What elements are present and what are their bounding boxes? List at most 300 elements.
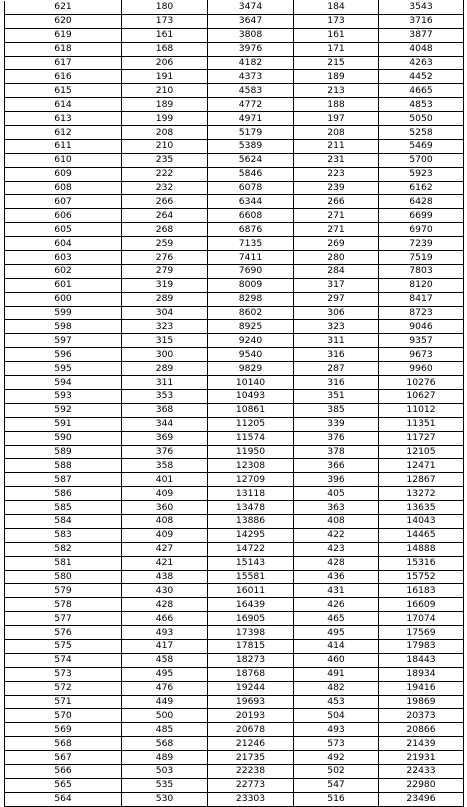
table-row [5,42,464,56]
table-cell: 319 [122,278,208,292]
table-cell: 9673 [379,348,464,362]
table-row [5,542,464,556]
table-cell: 600 [5,292,122,306]
table-cell: 409 [122,487,208,501]
table-cell: 376 [294,431,379,445]
table-cell: 485 [122,723,208,737]
table-row [5,278,464,292]
table-cell: 495 [294,626,379,640]
table-cell: 568 [122,737,208,751]
table-cell: 599 [5,306,122,320]
table-cell: 574 [5,653,122,667]
table-cell: 585 [5,501,122,515]
table-cell: 323 [294,320,379,334]
table-cell: 9240 [208,334,294,348]
table-cell: 16609 [379,598,464,612]
table-cell: 173 [294,14,379,28]
table-row [5,639,464,653]
table-row [5,153,464,167]
table-cell: 571 [5,695,122,709]
table-cell: 168 [122,42,208,56]
table-cell: 579 [5,584,122,598]
table-row [5,487,464,501]
table-cell: 547 [294,778,379,792]
table-cell: 376 [122,445,208,459]
table-cell: 22773 [208,778,294,792]
table-cell: 6970 [379,223,464,237]
table-cell: 438 [122,570,208,584]
table-cell: 9357 [379,334,464,348]
table-cell: 378 [294,445,379,459]
table-cell: 423 [294,542,379,556]
table-cell: 408 [122,514,208,528]
table-cell: 431 [294,584,379,598]
table-cell: 8723 [379,306,464,320]
table-cell: 3543 [379,1,464,15]
table-cell: 7411 [208,251,294,265]
table-row [5,181,464,195]
table-cell: 10493 [208,389,294,403]
table-cell: 583 [5,528,122,542]
table-cell: 566 [5,764,122,778]
table-cell: 297 [294,292,379,306]
table-row [5,1,464,15]
table-cell: 5389 [208,139,294,153]
table-row [5,112,464,126]
table-cell: 12105 [379,445,464,459]
table-row [5,667,464,681]
table-cell: 369 [122,431,208,445]
table-cell: 586 [5,487,122,501]
table-cell: 516 [294,792,379,806]
table-cell: 4182 [208,56,294,70]
table-cell: 4853 [379,98,464,112]
table-cell: 23303 [208,792,294,806]
table-cell: 3877 [379,28,464,42]
table-cell: 232 [122,181,208,195]
table-cell: 4665 [379,84,464,98]
table-cell: 604 [5,237,122,251]
table-cell: 421 [122,556,208,570]
table-cell: 23496 [379,792,464,806]
table-cell: 180 [122,1,208,15]
table-cell: 5624 [208,153,294,167]
table-cell: 14888 [379,542,464,556]
table-cell: 360 [122,501,208,515]
table-row [5,56,464,70]
table-cell: 6876 [208,223,294,237]
table-cell: 266 [294,195,379,209]
table-cell: 9829 [208,362,294,376]
table-cell: 449 [122,695,208,709]
table-cell: 6428 [379,195,464,209]
table-row [5,528,464,542]
table-cell: 584 [5,514,122,528]
table-cell: 171 [294,42,379,56]
table-cell: 596 [5,348,122,362]
table-cell: 573 [5,667,122,681]
table-row [5,98,464,112]
table-cell: 206 [122,56,208,70]
table-row [5,403,464,417]
table-cell: 476 [122,681,208,695]
table-cell: 161 [294,28,379,42]
table-cell: 210 [122,84,208,98]
table-cell: 19869 [379,695,464,709]
table-cell: 368 [122,403,208,417]
table-cell: 351 [294,389,379,403]
table-row [5,556,464,570]
table-cell: 465 [294,612,379,626]
table-row [5,778,464,792]
table-cell: 607 [5,195,122,209]
table-cell: 436 [294,570,379,584]
table-cell: 20866 [379,723,464,737]
table-cell: 405 [294,487,379,501]
table-row [5,84,464,98]
table-cell: 568 [5,737,122,751]
table-cell: 11727 [379,431,464,445]
table-cell: 14043 [379,514,464,528]
table-cell: 4772 [208,98,294,112]
table-cell: 582 [5,542,122,556]
table-cell: 577 [5,612,122,626]
table-cell: 597 [5,334,122,348]
table-cell: 565 [5,778,122,792]
table-cell: 422 [294,528,379,542]
table-cell: 315 [122,334,208,348]
table-cell: 396 [294,473,379,487]
table-cell: 466 [122,612,208,626]
table-cell: 8120 [379,278,464,292]
table-row [5,501,464,515]
table-row [5,376,464,390]
table-cell: 363 [294,501,379,515]
table-cell: 13886 [208,514,294,528]
table-cell: 21439 [379,737,464,751]
table-cell: 482 [294,681,379,695]
table-cell: 21931 [379,751,464,765]
table-cell: 6608 [208,209,294,223]
table-row [5,320,464,334]
table-row [5,514,464,528]
score-table-sheet [4,0,463,807]
table-cell: 16011 [208,584,294,598]
table-cell: 239 [294,181,379,195]
table-cell: 609 [5,167,122,181]
table-cell: 199 [122,112,208,126]
table-cell: 573 [294,737,379,751]
table-cell: 4452 [379,70,464,84]
table-cell: 4971 [208,112,294,126]
table-row [5,584,464,598]
table-cell: 9540 [208,348,294,362]
table-cell: 614 [5,98,122,112]
table-cell: 22980 [379,778,464,792]
table-cell: 14465 [379,528,464,542]
table-cell: 210 [122,139,208,153]
table-cell: 16183 [379,584,464,598]
table-cell: 22433 [379,764,464,778]
table-cell: 16905 [208,612,294,626]
table-row [5,348,464,362]
table-row [5,237,464,251]
table-cell: 12867 [379,473,464,487]
table-cell: 8602 [208,306,294,320]
table-row [5,681,464,695]
table-row [5,14,464,28]
table-cell: 311 [122,376,208,390]
table-cell: 4583 [208,84,294,98]
table-cell: 344 [122,417,208,431]
table-cell: 311 [294,334,379,348]
table-cell: 10276 [379,376,464,390]
table-cell: 14722 [208,542,294,556]
table-row [5,473,464,487]
table-cell: 5923 [379,167,464,181]
table-cell: 8417 [379,292,464,306]
table-cell: 20678 [208,723,294,737]
table-cell: 18443 [379,653,464,667]
table-cell: 618 [5,42,122,56]
table-cell: 19244 [208,681,294,695]
table-cell: 6344 [208,195,294,209]
table-cell: 581 [5,556,122,570]
table-cell: 588 [5,459,122,473]
table-row [5,626,464,640]
table-cell: 3647 [208,14,294,28]
table-cell: 606 [5,209,122,223]
table-row [5,223,464,237]
table-cell: 191 [122,70,208,84]
table-row [5,362,464,376]
table-row [5,167,464,181]
table-cell: 10861 [208,403,294,417]
table-cell: 213 [294,84,379,98]
table-cell: 6078 [208,181,294,195]
table-cell: 460 [294,653,379,667]
table-cell: 15752 [379,570,464,584]
table-cell: 5050 [379,112,464,126]
table-cell: 427 [122,542,208,556]
table-cell: 428 [294,556,379,570]
table-cell: 417 [122,639,208,653]
table-cell: 4048 [379,42,464,56]
table-row [5,737,464,751]
table-cell: 266 [122,195,208,209]
table-cell: 12308 [208,459,294,473]
table-cell: 567 [5,751,122,765]
table-cell: 4263 [379,56,464,70]
table-row [5,598,464,612]
table-cell: 619 [5,28,122,42]
table-row [5,417,464,431]
table-cell: 430 [122,584,208,598]
table-row [5,292,464,306]
table-cell: 7519 [379,251,464,265]
table-row [5,431,464,445]
table-cell: 12471 [379,459,464,473]
table-cell: 617 [5,56,122,70]
table-row [5,334,464,348]
table-cell: 211 [294,139,379,153]
table-row [5,389,464,403]
table-cell: 208 [294,126,379,140]
table-row [5,445,464,459]
table-cell: 500 [122,709,208,723]
table-cell: 20193 [208,709,294,723]
table-cell: 11012 [379,403,464,417]
table-row [5,709,464,723]
table-cell: 15316 [379,556,464,570]
table-cell: 18934 [379,667,464,681]
table-cell: 590 [5,431,122,445]
table-row [5,653,464,667]
table-cell: 189 [122,98,208,112]
table-cell: 612 [5,126,122,140]
table-cell: 316 [294,348,379,362]
table-cell: 304 [122,306,208,320]
table-cell: 5846 [208,167,294,181]
table-cell: 12709 [208,473,294,487]
table-cell: 9046 [379,320,464,334]
table-cell: 594 [5,376,122,390]
table-cell: 14295 [208,528,294,542]
table-cell: 620 [5,14,122,28]
table-cell: 15143 [208,556,294,570]
table-cell: 11574 [208,431,294,445]
table-row [5,723,464,737]
table-cell: 11205 [208,417,294,431]
table-cell: 15581 [208,570,294,584]
table-cell: 426 [294,598,379,612]
table-cell: 401 [122,473,208,487]
table-cell: 7690 [208,264,294,278]
table-cell: 495 [122,667,208,681]
table-cell: 271 [294,223,379,237]
table-cell: 264 [122,209,208,223]
table-cell: 19416 [379,681,464,695]
table-cell: 268 [122,223,208,237]
table-cell: 572 [5,681,122,695]
table-cell: 189 [294,70,379,84]
table-cell: 535 [122,778,208,792]
table-row [5,751,464,765]
table-cell: 385 [294,403,379,417]
table-cell: 17074 [379,612,464,626]
table-cell: 284 [294,264,379,278]
table-cell: 5469 [379,139,464,153]
table-cell: 489 [122,751,208,765]
table-cell: 259 [122,237,208,251]
table-cell: 5179 [208,126,294,140]
table-row [5,459,464,473]
table-cell: 601 [5,278,122,292]
table-cell: 8925 [208,320,294,334]
table-cell: 589 [5,445,122,459]
table-cell: 358 [122,459,208,473]
table-cell: 10140 [208,376,294,390]
table-cell: 13118 [208,487,294,501]
table-cell: 502 [294,764,379,778]
table-cell: 6162 [379,181,464,195]
table-cell: 11950 [208,445,294,459]
table-cell: 17983 [379,639,464,653]
table-row [5,126,464,140]
table-cell: 7239 [379,237,464,251]
table-cell: 279 [122,264,208,278]
table-cell: 453 [294,695,379,709]
table-cell: 235 [122,153,208,167]
table-cell: 414 [294,639,379,653]
table-cell: 530 [122,792,208,806]
table-cell: 5700 [379,153,464,167]
table-cell: 289 [122,362,208,376]
table-cell: 621 [5,1,122,15]
table-cell: 7803 [379,264,464,278]
table-cell: 276 [122,251,208,265]
table-cell: 591 [5,417,122,431]
table-cell: 595 [5,362,122,376]
table-row [5,28,464,42]
table-row [5,195,464,209]
table-cell: 208 [122,126,208,140]
table-row [5,570,464,584]
table-cell: 8298 [208,292,294,306]
table-cell: 6699 [379,209,464,223]
table-cell: 317 [294,278,379,292]
table-cell: 5258 [379,126,464,140]
table-cell: 592 [5,403,122,417]
table-cell: 576 [5,626,122,640]
table-cell: 3716 [379,14,464,28]
table-cell: 503 [122,764,208,778]
table-row [5,792,464,806]
table-cell: 3474 [208,1,294,15]
table-cell: 569 [5,723,122,737]
table-cell: 19693 [208,695,294,709]
table-cell: 22238 [208,764,294,778]
table-cell: 598 [5,320,122,334]
table-cell: 9960 [379,362,464,376]
table-cell: 13272 [379,487,464,501]
table-cell: 570 [5,709,122,723]
table-cell: 603 [5,251,122,265]
table-cell: 504 [294,709,379,723]
table-cell: 608 [5,181,122,195]
table-cell: 323 [122,320,208,334]
table-cell: 287 [294,362,379,376]
table-row [5,612,464,626]
table-cell: 13478 [208,501,294,515]
table-cell: 409 [122,528,208,542]
table-cell: 8009 [208,278,294,292]
table-cell: 491 [294,667,379,681]
table-cell: 587 [5,473,122,487]
table-cell: 316 [294,376,379,390]
score-table-body [5,1,464,807]
table-row [5,251,464,265]
table-cell: 269 [294,237,379,251]
table-cell: 18768 [208,667,294,681]
table-cell: 564 [5,792,122,806]
table-cell: 605 [5,223,122,237]
table-cell: 280 [294,251,379,265]
table-cell: 306 [294,306,379,320]
table-cell: 339 [294,417,379,431]
table-cell: 613 [5,112,122,126]
table-cell: 366 [294,459,379,473]
